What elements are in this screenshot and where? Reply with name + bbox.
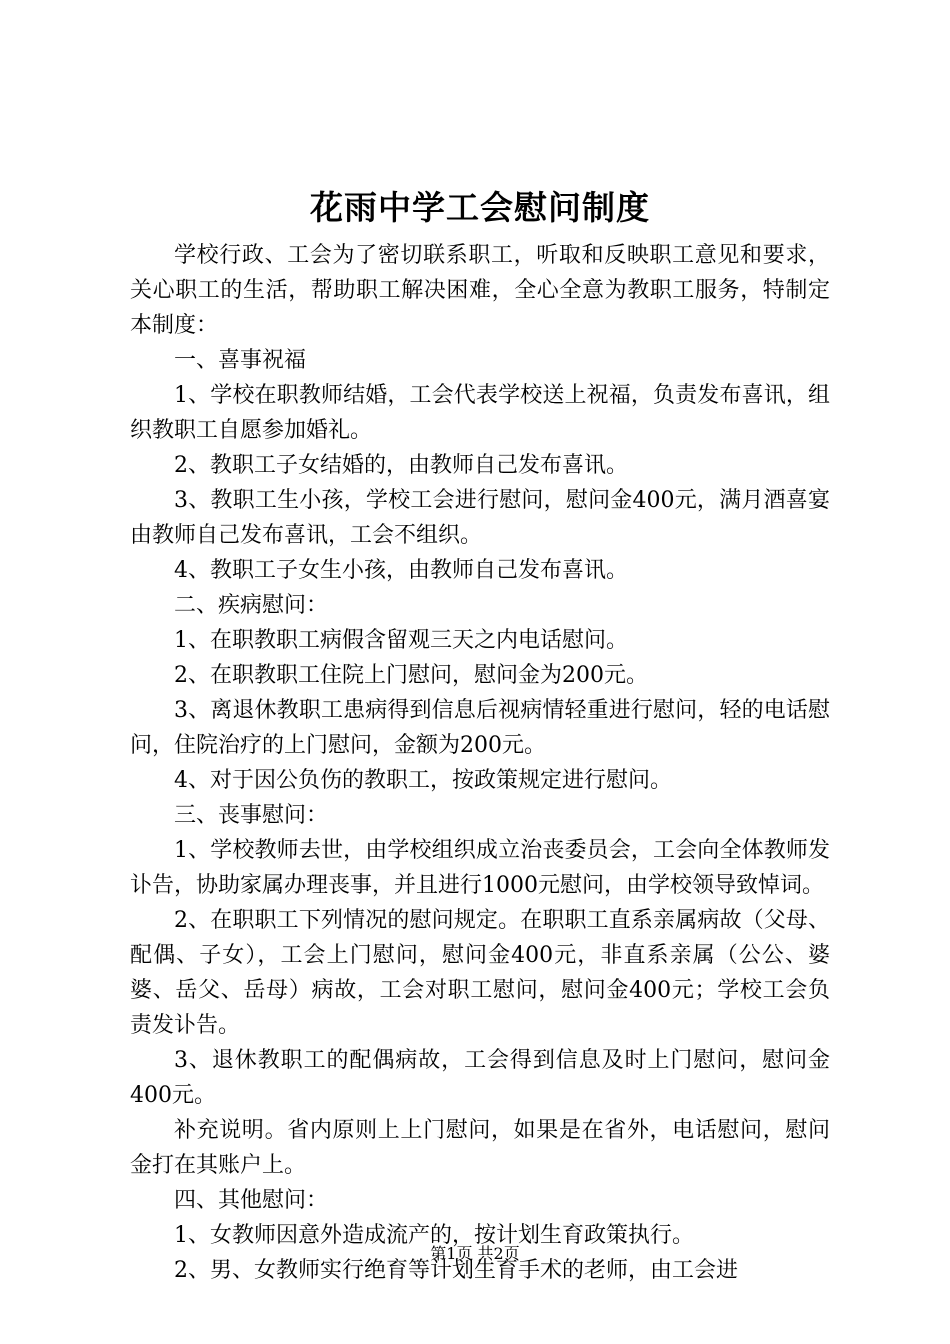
section-heading: 四、其他慰问：: [174, 1188, 329, 1213]
paragraph: 1、在职教职工病假含留观三天之内电话慰问。: [174, 628, 628, 653]
paragraph: 2、教职工子女结婚的，由教师自己发布喜讯。: [174, 453, 628, 478]
paragraph: 1、学校在职教师结婚，工会代表学校送上祝福，负责发布喜讯，组织教职工自愿参加婚礼。: [130, 383, 830, 443]
paragraph: 1、学校教师去世，由学校组织成立治丧委员会，工会向全体教师发讣告，协助家属办理丧事，并且进行1000元慰问，由学校领导致悼词。: [130, 838, 830, 898]
document-page: [130, 186, 830, 1288]
paragraph: 4、教职工子女生小孩，由教师自己发布喜讯。: [174, 558, 628, 583]
paragraph: 2、在职职工下列情况的慰问规定。在职职工直系亲属病故（父母、配偶、子女），工会上门慰问，慰问金400元，非直系亲属（公公、婆婆、岳父、岳母）病故，工会对职工慰问，慰问金400元；学校工会负责发讣告。: [130, 908, 830, 1038]
supplementary-note: 补充说明。省内原则上上门慰问，如果是在省外，电话慰问，慰问金打在其账户上。: [130, 1118, 830, 1178]
paragraph: 3、退休教职工的配偶病故，工会得到信息及时上门慰问，慰问金400元。: [130, 1048, 830, 1108]
paragraph: 2、在职教职工住院上门慰问，慰问金为200元。: [174, 663, 648, 688]
section-heading: 二、疾病慰问：: [174, 593, 329, 618]
document-title: 花雨中学工会慰问制度: [310, 188, 650, 227]
paragraph: 1、女教师因意外造成流产的，按计划生育政策执行。: [174, 1223, 694, 1248]
section-heading: 三、丧事慰问：: [174, 803, 329, 828]
section-heading: 一、喜事祝福: [174, 348, 307, 373]
paragraph: 3、教职工生小孩，学校工会进行慰问，慰问金400元，满月酒喜宴由教师自己发布喜讯，工会不组织。: [130, 488, 830, 548]
paragraph: 4、对于因公负伤的教职工，按政策规定进行慰问。: [174, 768, 672, 793]
paragraph: 3、离退休教职工患病得到信息后视病情轻重进行慰问，轻的电话慰问，住院治疗的上门慰问，金额为200元。: [130, 698, 830, 758]
page-footer: 第1页 共2页: [430, 1244, 520, 1263]
intro-paragraph: 学校行政、工会为了密切联系职工，听取和反映职工意见和要求，关心职工的生活，帮助职工解决困难，全心全意为教职工服务，特制定本制度：: [130, 243, 830, 338]
paragraph: 2、男、女教师实行绝育等计划生育手术的老师，由工会进: [174, 1258, 738, 1283]
